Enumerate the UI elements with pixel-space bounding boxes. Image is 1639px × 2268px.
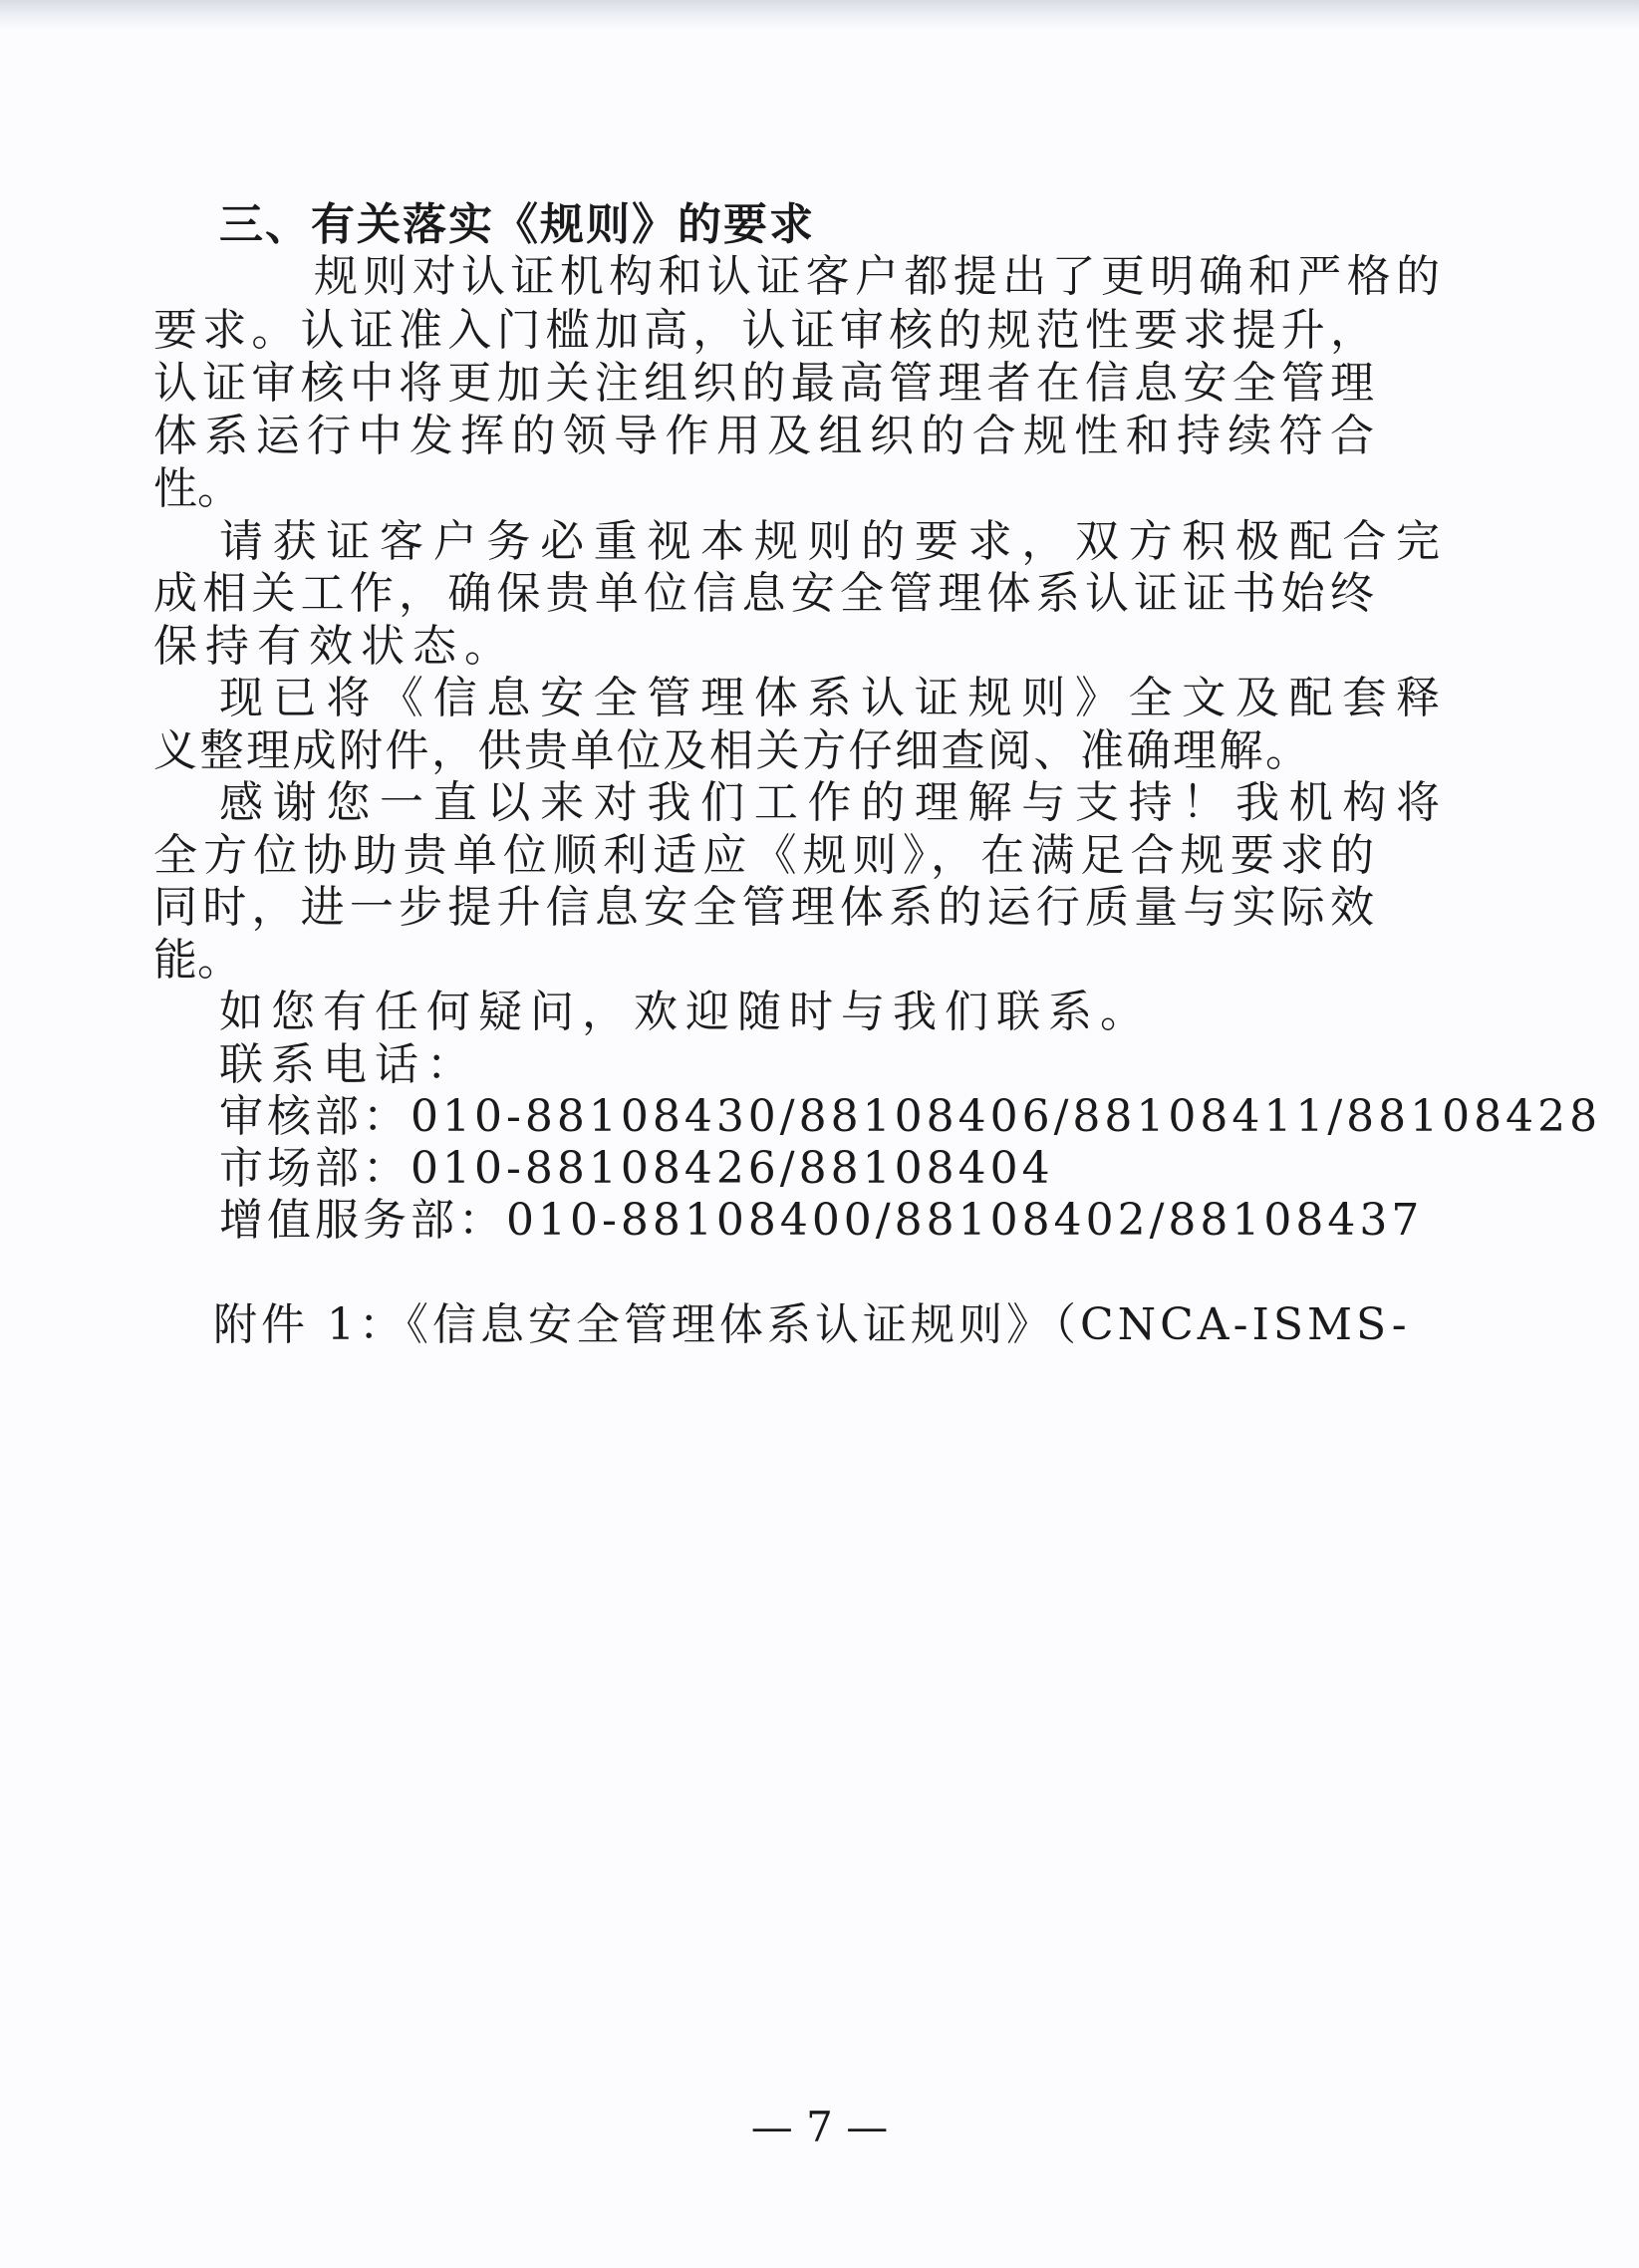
paragraph-line: 认证审核中将更加关注组织的最高管理者在信息安全管理 — [153, 358, 1374, 409]
paragraph-line: 保持有效状态。 — [153, 621, 516, 672]
paragraph-line: 义整理成附件，供贵单位及相关方仔细查阅、准确理解。 — [153, 725, 1309, 776]
contact-line: 增值服务部：010-88108400/88108402/88108437 — [219, 1195, 1424, 1246]
page-number: — 7 — — [750, 2103, 889, 2151]
contact-title: 联系电话： — [219, 1039, 478, 1090]
paragraph-line: 全方位协助贵单位顺利适应《规则》，在满足合规要求的 — [153, 830, 1374, 881]
paragraph-line: 成相关工作，确保贵单位信息安全管理体系认证证书始终 — [153, 568, 1374, 619]
paragraph-line: 体系运行中发挥的领导作用及组织的合规性和持续符合 — [153, 411, 1374, 461]
contact-line: 审核部：010-88108430/88108406/88108411/88108428 — [219, 1091, 1602, 1142]
paragraph-line: 请获证客户务必重视本规则的要求，双方积极配合完 — [219, 516, 1440, 567]
paragraph-line: 同时，进一步提升信息安全管理体系的运行质量与实际效 — [153, 882, 1374, 933]
paragraph-line: 要求。认证准入门槛加高，认证审核的规范性要求提升， — [153, 305, 1374, 356]
scan-top-edge — [0, 0, 1639, 30]
paragraph-line: 能。 — [153, 935, 241, 986]
paragraph-line: 现已将《信息安全管理体系认证规则》全文及配套释 — [219, 673, 1440, 723]
contact-intro: 如您有任何疑问，欢迎随时与我们联系。 — [219, 987, 1152, 1037]
attachment-line: 附件 1：《信息安全管理体系认证规则》（CNCA-ISMS- — [213, 1299, 1411, 1350]
paragraph-line: 规则对认证机构和认证客户都提出了更明确和严格的 — [314, 251, 1440, 302]
contact-line: 市场部：010-88108426/88108404 — [219, 1143, 1054, 1194]
section-heading: 三、有关落实《规则》的要求 — [219, 199, 815, 250]
paragraph-line: 性。 — [153, 463, 241, 514]
paragraph-line: 感谢您一直以来对我们工作的理解与支持！我机构将 — [219, 777, 1440, 828]
